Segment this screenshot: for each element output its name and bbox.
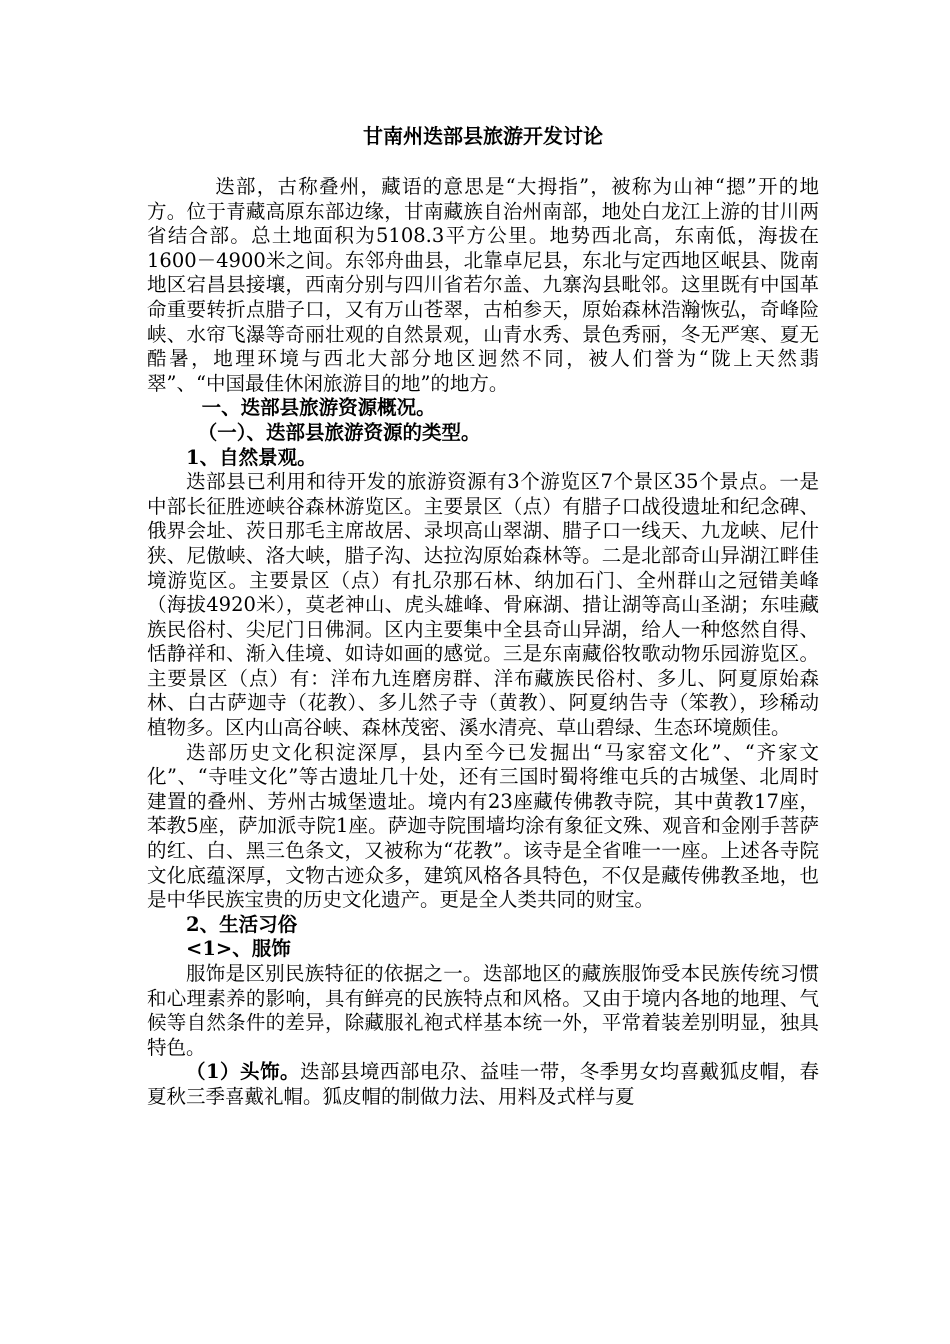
intro-paragraph: 迭部，古称叠州，藏语的意思是“大拇指”，被称为山神“摁”开的地方。位于青藏高原东部边缘，甘南藏族自治州南部，地处白龙江上游的甘川两省结合部。总土地面积为5108.3平方公里。地势西北高，东南低，海拔在1600－4900米之间。东邻舟曲县，北靠卓尼县，东北与定西地区岷县、陇南地区宕昌县接壤，西南分别与四川省若尔盖、九寨沟县毗邻。这里既有中国革命重要转折点腊子口，又有万山苍翠，古柏参天，原始森林浩瀚恢弘，奇峰险峡、水帘飞瀑等奇丽壮观的自然景观，山青水秀、景色秀丽，冬无严寒、夏无酷暑，地理环境与西北大部分地区迥然不同，被人们誉为“陇上天然翡翠”、“中国最佳休闲旅游目的地”的地方。 <box>147 175 819 395</box>
document-title: 甘南州迭部县旅游开发讨论 <box>363 124 603 148</box>
headwear-text: 迭部县境西部电尕、益哇一带，冬季男女均喜戴狐皮帽，春夏秋三季喜戴礼帽。狐皮帽的制做力法、用料及式样与夏 <box>147 1060 819 1108</box>
section-heading-customs: 2、生活习俗 <box>186 912 298 936</box>
section-heading-natural-landscape: 1、自然景观。 <box>186 445 317 469</box>
section-heading-clothing: <1>、服饰 <box>186 937 291 961</box>
section-heading-2: （一）、迭部县旅游资源的类型。 <box>197 420 481 444</box>
paragraph-clothing: 服饰是区别民族特征的依据之一。迭部地区的藏族服饰受本民族传统习惯和心理素养的影响，具有鲜亮的民族特点和风格。又由于境内各地的地理、气候等自然条件的差异，除藏服礼袍式样基本统一外，平常着装差别明显，独具特色。 <box>147 962 819 1059</box>
paragraph-history-culture: 迭部历史文化积淀深厚，县内至今已发掘出“马家窑文化”、“齐家文化”、“寺哇文化”等古遗址几十处，还有三国时蜀将维屯兵的古城堡、北周时建置的叠州、芳州古城堡遗址。境内有23座藏传佛教寺院，其中黄教17座，苯教5座，萨加派寺院1座。萨迦寺院围墙均涂有象征文殊、观音和金刚手菩萨的红、白、黑三色条文，又被称为“花教”。该寺是全省唯一一座。上述各寺院文化底蕴深厚，文物古迹众多，建筑风格各具特色，不仅是藏传佛教圣地，也是中华民族宝贵的历史文化遗产。更是全人类共同的财宝。 <box>147 740 819 912</box>
document-body <box>147 123 819 1110</box>
paragraph-headwear <box>147 1060 819 1109</box>
paragraph-natural-landscape: 迭部县已利用和待开发的旅游资源有3个游览区7个景区35个景点。一是中部长征胜迹峡谷森林游览区。主要景区（点）有腊子口战役遗址和纪念碑、俄界会址、茨日那毛主席故居、录坝高山翠湖、腊子口一线天、九龙峡、尼什狭、尼傲峡、洛大峡，腊子沟、达拉沟原始森林等。二是北部奇山异湖江畔佳境游览区。主要景区（点）有扎尕那石林、纳加石门、全州群山之冠错美峰（海拔4920米），莫老神山、虎头雄峰、骨麻湖、措让湖等高山圣湖；东哇藏族民俗村、尖尼门日佛洞。区内主要集中全县奇山异湖，给人一种悠然自得、恬静祥和、渐入佳境、如诗如画的感觉。三是东南藏俗牧歌动物乐园游览区。主要景区（点）有：洋布九连磨房群、洋布藏族民俗村、多儿、阿夏原始森林、白古萨迦寺（花教）、多儿然子寺（黄教）、阿夏纳告寺（笨教），珍稀动植物多。区内山高谷峡、森林茂密、溪水清亮、草山碧绿、生态环境颇佳。 <box>147 470 819 740</box>
headwear-label: （1）头饰。 <box>186 1060 300 1084</box>
section-heading-1: 一、迭部县旅游资源概况。 <box>201 396 436 420</box>
